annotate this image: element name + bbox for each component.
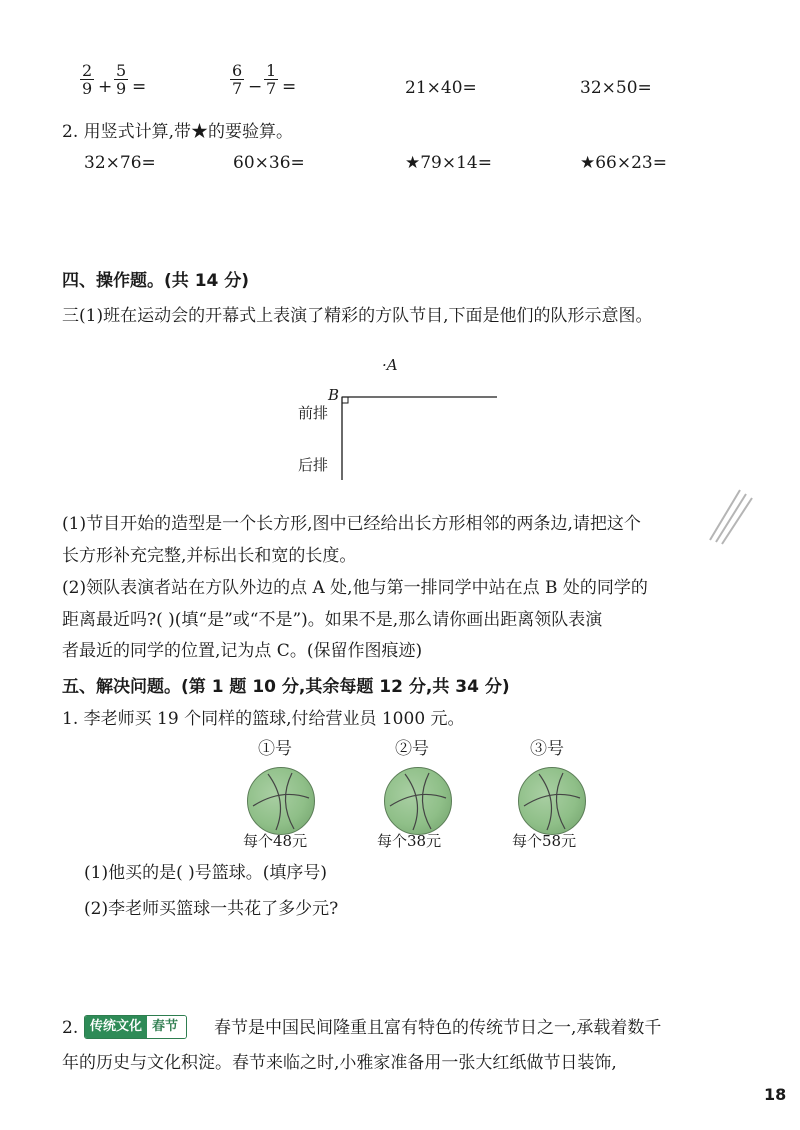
q2-instruction: 2. 用竖式计算,带★的要验算。 bbox=[62, 122, 294, 142]
s5-q1-text: 1. 李老师买 19 个同样的篮球,付给营业员 1000 元。 bbox=[62, 709, 465, 729]
ball-seams-icon bbox=[519, 768, 585, 834]
expr-66x23: ★66×23= bbox=[580, 153, 667, 173]
formation-diagram bbox=[290, 350, 510, 490]
part1-line1: (1)节目开始的造型是一个长方形,图中已经给出长方形相邻的两条边,请把这个 bbox=[62, 514, 641, 534]
section4-heading: 四、操作题。(共 14 分) bbox=[62, 271, 250, 291]
expr-60x36: 60×36= bbox=[233, 153, 305, 173]
section4-intro: 三(1)班在运动会的开幕式上表演了精彩的方队节目,下面是他们的队形示意图。 bbox=[62, 306, 653, 326]
s5-q2-line2: 年的历史与文化积淀。春节来临之时,小雅家准备用一张大红纸做节日装饰, bbox=[62, 1053, 617, 1073]
equals-sign: = bbox=[132, 77, 147, 97]
ball2-label: ②号 bbox=[395, 739, 429, 759]
page-number: 18 bbox=[764, 1085, 787, 1104]
ball1-label: ①号 bbox=[258, 739, 292, 759]
pencil-scribble bbox=[700, 480, 760, 550]
point-b-label: B bbox=[328, 386, 340, 404]
fraction-5-9: $\frac{5}{9}$ bbox=[116, 61, 127, 98]
ball2-price: 每个38元 bbox=[377, 832, 442, 850]
expr-32x76: 32×76= bbox=[84, 153, 156, 173]
plus-sign: + bbox=[98, 77, 113, 97]
basketball-1 bbox=[247, 767, 315, 835]
fraction-6-7: $\frac{6}{7}$ bbox=[232, 61, 243, 98]
back-row-label: 后排 bbox=[298, 456, 329, 474]
equals-sign: = bbox=[282, 77, 297, 97]
ball-seams-icon bbox=[385, 768, 451, 834]
fraction-2-9: $\frac{2}{9}$ bbox=[82, 61, 93, 98]
tag-traditional-culture: 传统文化 bbox=[85, 1016, 147, 1038]
part2-line1: (2)领队表演者站在方队外边的点 A 处,他与第一排同学中站在点 B 处的同学的 bbox=[62, 578, 648, 598]
culture-tag bbox=[84, 1015, 187, 1039]
ball1-price: 每个48元 bbox=[243, 832, 308, 850]
s5-q1-sub1: (1)他买的是( )号篮球。(填序号) bbox=[84, 863, 328, 883]
minus-sign: − bbox=[248, 77, 263, 97]
s5-q2-number: 2. bbox=[62, 1018, 79, 1038]
s5-q2-line1: 春节是中国民间隆重且富有特色的传统节日之一,承载着数千 bbox=[214, 1018, 662, 1038]
ball-seams-icon bbox=[248, 768, 314, 834]
part2-line2: 距离最近吗?( )(填“是”或“不是”)。如果不是,那么请你画出距离领队表演 bbox=[62, 610, 603, 630]
basketball-3 bbox=[518, 767, 586, 835]
section5-heading: 五、解决问题。(第 1 题 10 分,其余每题 12 分,共 34 分) bbox=[62, 677, 510, 697]
fraction-1-7: $\frac{1}{7}$ bbox=[266, 61, 277, 98]
part1-line2: 长方形补充完整,并标出长和宽的长度。 bbox=[62, 546, 357, 566]
expr-21x40: 21×40= bbox=[405, 78, 477, 98]
point-a-label: ·A bbox=[382, 356, 398, 374]
ball3-price: 每个58元 bbox=[512, 832, 577, 850]
part2-line3: 者最近的同学的位置,记为点 C。(保留作图痕迹) bbox=[62, 641, 423, 661]
tag-spring-festival: 春节 bbox=[147, 1016, 186, 1038]
front-row-label: 前排 bbox=[298, 404, 329, 422]
expr-32x50: 32×50= bbox=[580, 78, 652, 98]
basketball-2 bbox=[384, 767, 452, 835]
expr-79x14: ★79×14= bbox=[405, 153, 492, 173]
ball3-label: ③号 bbox=[530, 739, 564, 759]
s5-q1-sub2: (2)李老师买篮球一共花了多少元? bbox=[84, 899, 339, 919]
